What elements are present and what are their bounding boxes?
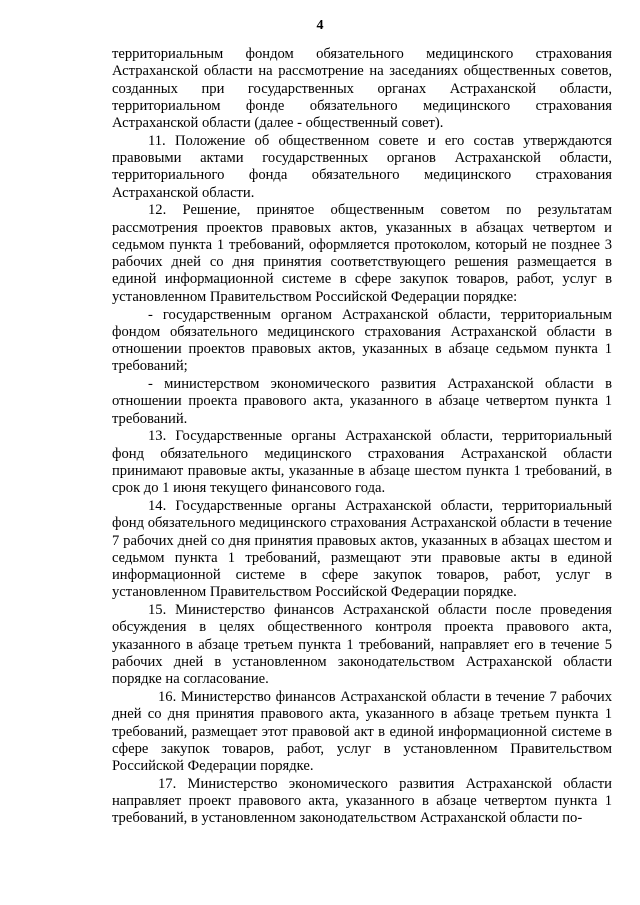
paragraph-14: 14. Государственные органы Астраханской области, территориальный фонд обязательного медицинского страхования Астраханской области в течение 7 рабочих дней со дня принятия правовых актов, указанных в абзацах шестом и седьмом пункта 1 требований, размещают эти правовые акты в единой информационной системе в сфере закупок товаров, работ, услуг в установленном Правительством Российской Федерации порядке. — [112, 498, 612, 601]
document-body — [112, 46, 612, 828]
paragraph-15: 15. Министерство финансов Астраханской области после проведения обсуждения в целях общественного контроля проекта правового акта, указанного в абзаце третьем пункта 1 требований, направляет его в течение 5 рабочих дней в установленном законодательством Астраханской области порядке на согласование. — [112, 602, 612, 688]
paragraph-17: 17. Министерство экономического развития Астраханской области направляет проект правового акта, указанного в абзаце четвертом пункта 1 требований, в установленном законодательством Астраханской области по- — [112, 775, 612, 827]
paragraph-11: 11. Положение об общественном совете и его состав утверждаются правовыми актами государственных органов Астраханской области, территориального фонда обязательного медицинского страхования Астраханской области. — [112, 132, 612, 201]
page-number: 4 — [316, 18, 324, 33]
paragraph-13: 13. Государственные органы Астраханской области, территориальный фонд обязательного медицинского страхования Астраханской области принимают правовые акты, указанные в абзаце шестом пункта 1 требований, в срок до 1 июня текущего финансового года. — [112, 428, 612, 497]
paragraph-12-item-2: - министерством экономического развития Астраханской области в отношении проекта правового акта, указанного в абзаце четвертом пункта 1 требований. — [112, 376, 612, 427]
paragraph-continuation: территориальным фондом обязательного медицинского страхования Астраханской области на рассмотрение на заседаниях общественных советов, созданных при государственных органах Астраханской области, территориальном фонде обязательного медицинского страхования Астраханской области (далее - общественный совет). — [112, 46, 612, 131]
paragraph-12: 12. Решение, принятое общественным советом по результатам рассмотрения проектов правовых актов, указанных в абзацах четвертом и седьмом пункта 1 требований, оформляется протоколом, который не позднее 3 рабочих дней со дня принятия соответствующего решения размещается в единой информационной системе в сфере закупок товаров, работ, услуг в установленном Правительством Российской Федерации порядке: — [112, 202, 612, 305]
paragraph-16: 16. Министерство финансов Астраханской области в течение 7 рабочих дней со дня принятия правового акта, указанного в абзаце третьем пункта 1 требований, размещает этот правовой акт в единой информационной системе в сфере закупок товаров, работ, услуг в установленном Правительством Российской Федерации порядке. — [112, 689, 612, 774]
paragraph-12-item-1: - государственным органом Астраханской области, территориальным фондом обязательного медицинского страхования Астраханской области в отношении проектов правовых актов, указанных в абзаце седьмом пункта 1 требований; — [112, 306, 612, 375]
